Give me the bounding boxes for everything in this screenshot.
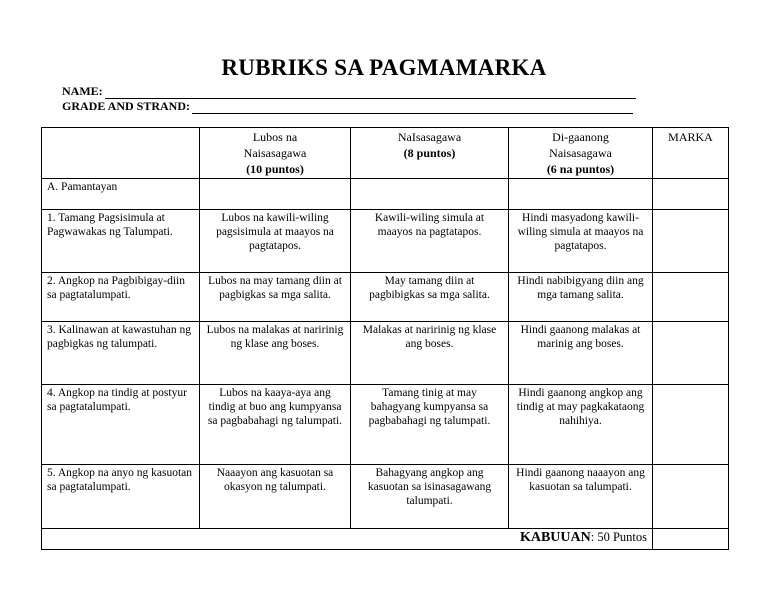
naisasagawa-cell: Malakas at naririnig ng klase ang boses. — [351, 322, 509, 385]
grade-strand-line[interactable] — [192, 102, 633, 114]
digaanong-cell: Hindi nabibigyang diin ang mga tamang salita. — [509, 273, 653, 322]
header-blank — [42, 128, 200, 179]
name-line[interactable] — [105, 87, 636, 99]
header-naisasagawa-points: (8 puntos) — [403, 146, 456, 160]
header-naisasagawa-line1: NaIsasagawa — [397, 130, 462, 144]
lubos-cell: Lubos na may tamang diin at pagbigkas sa mga salita. — [200, 273, 351, 322]
header-marka: MARKA — [653, 128, 729, 179]
section-cell — [351, 179, 509, 210]
lubos-cell: Lubos na malakas at naririnig ng klase ang boses. — [200, 322, 351, 385]
lubos-cell: Naaayon ang kasuotan sa okasyon ng talumpati. — [200, 465, 351, 529]
section-label: A. Pamantayan — [42, 179, 200, 210]
name-label: NAME: — [62, 84, 103, 98]
page-title: RUBRIKS SA PAGMAMARKA — [221, 55, 547, 80]
header-lubos-points: (10 puntos) — [246, 162, 304, 176]
digaanong-cell: Hindi masyadong kawili-wiling simula at maayos na pagtatapos. — [509, 210, 653, 273]
marka-cell[interactable] — [653, 273, 729, 322]
table-row — [42, 210, 729, 273]
marka-cell[interactable] — [653, 465, 729, 529]
grade-strand-label: GRADE AND STRAND: — [62, 99, 191, 113]
grade-strand-field — [62, 99, 633, 114]
total-label: KABUUAN — [519, 530, 591, 545]
total-marka-cell[interactable] — [653, 529, 729, 550]
table-row — [42, 385, 729, 465]
lubos-cell: Lubos na kawili-wiling pagsisimula at maayos na pagtatapos. — [200, 210, 351, 273]
naisasagawa-cell: May tamang diin at pagbibigkas sa mga salita. — [351, 273, 509, 322]
table-row — [42, 273, 729, 322]
section-row — [42, 179, 729, 210]
header-naisasagawa — [351, 128, 509, 179]
header-row — [42, 128, 729, 179]
naisasagawa-cell: Kawili-wiling simula at maayos na pagtatapos. — [351, 210, 509, 273]
section-cell — [653, 179, 729, 210]
naisasagawa-cell: Bahagyang angkop ang kasuotan sa isinasagawang talumpati. — [351, 465, 509, 529]
criterion-cell: 2. Angkop na Pagbibigay-diin sa pagtatalumpati. — [42, 273, 200, 322]
criterion-cell: 4. Angkop na tindig at postyur sa pagtatalumpati. — [42, 385, 200, 465]
name-field — [62, 84, 636, 99]
marka-cell[interactable] — [653, 385, 729, 465]
header-digaanong-line2: Naisasagawa — [549, 146, 612, 160]
total-value: : 50 Puntos — [590, 530, 647, 544]
total-cell — [42, 529, 653, 550]
header-lubos-line2: Naisasagawa — [243, 146, 307, 160]
digaanong-cell: Hindi gaanong naaayon ang kasuotan sa talumpati. — [509, 465, 653, 529]
naisasagawa-cell: Tamang tinig at may bahagyang kumpyansa sa pagbabahagi ng talumpati. — [351, 385, 509, 465]
section-cell — [509, 179, 653, 210]
header-digaanong — [509, 128, 653, 179]
header-lubos-line1: Lubos na — [252, 130, 298, 144]
criterion-cell: 1. Tamang Pagsisimula at Pagwawakas ng Talumpati. — [42, 210, 200, 273]
marka-cell[interactable] — [653, 322, 729, 385]
table-row — [42, 465, 729, 529]
header-digaanong-line1: Di-gaanong — [552, 130, 609, 144]
marka-cell[interactable] — [653, 210, 729, 273]
digaanong-cell: Hindi gaanong angkop ang tindig at may pagkakataong nahihiya. — [509, 385, 653, 465]
section-cell — [200, 179, 351, 210]
header-lubos — [200, 128, 351, 179]
lubos-cell: Lubos na kaaya-aya ang tindig at buo ang kumpyansa sa pagbabahagi ng talumpati. — [200, 385, 351, 465]
digaanong-cell: Hindi gaanong malakas at marinig ang boses. — [509, 322, 653, 385]
header-digaanong-points: (6 na puntos) — [546, 162, 615, 176]
rubric-table — [41, 127, 729, 550]
total-row — [42, 529, 729, 550]
table-row — [42, 322, 729, 385]
criterion-cell: 5. Angkop na anyo ng kasuotan sa pagtatalumpati. — [42, 465, 200, 529]
criterion-cell: 3. Kalinawan at kawastuhan ng pagbigkas ng talumpati. — [42, 322, 200, 385]
